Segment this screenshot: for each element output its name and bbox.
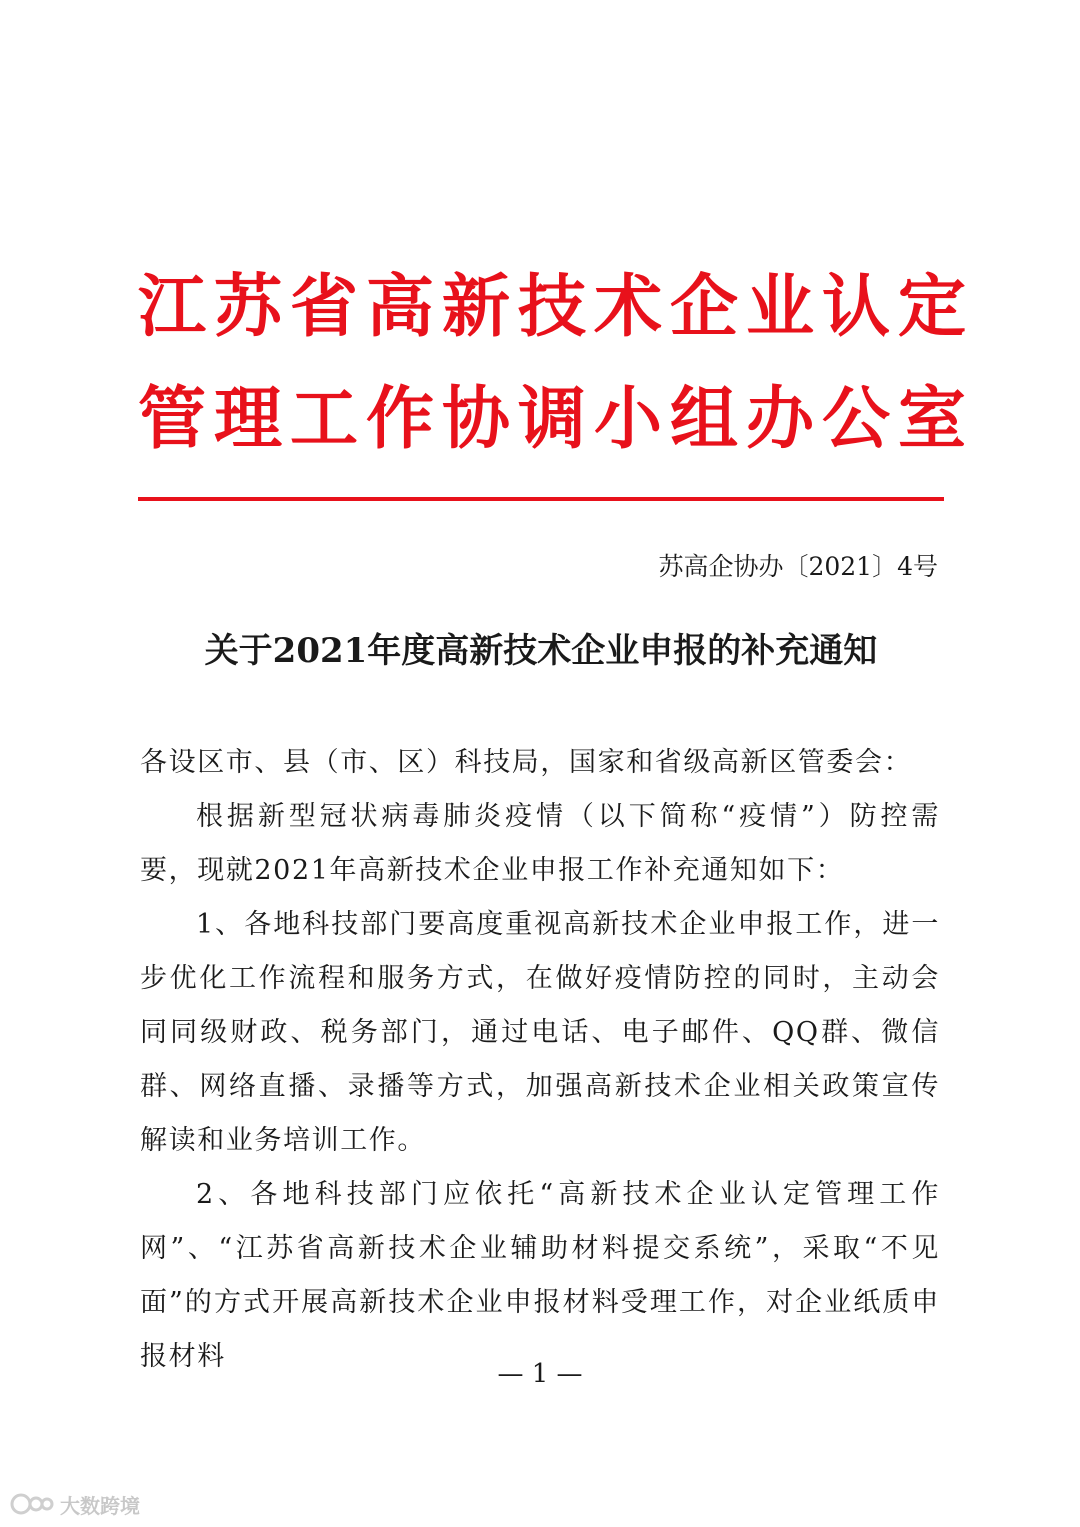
watermark-text: 大数跨境 [60, 1493, 140, 1518]
paragraph-item-1: 1、各地科技部门要高度重视高新技术企业申报工作，进一步优化工作流程和服务方式，在做好疫情防控的同时，主动会同同级财政、税务部门，通过电话、电子邮件、QQ群、微信群、网络直播、录播等方式，加强高新技术企业相关政策宣传解读和业务培训工作。 [140, 909, 940, 1156]
document-number: 苏高企协办〔2021〕4号 [658, 552, 938, 581]
document-body [140, 736, 940, 1384]
paragraph-item-2: 2、各地科技部门应依托“高新技术企业认定管理工作网”、“江苏省高新技术企业辅助材料提交系统”，采取“不见面”的方式开展高新技术企业申报材料受理工作，对企业纸质申报材料 [140, 1179, 940, 1372]
red-divider [138, 497, 944, 501]
salutation: 各设区市、县（市、区）科技局，国家和省级高新区管委会： [140, 747, 913, 778]
document-title: 关于2021年度高新技术企业申报的补充通知 [204, 631, 878, 671]
page-number: — 1 — [497, 1359, 583, 1389]
watermark-logo-icon [10, 1492, 54, 1516]
issuer-header-line-2: 管理工作协调小组办公室 [138, 380, 975, 459]
issuer-header-line-1: 江苏省高新技术企业认定 [138, 268, 975, 347]
watermark [10, 1490, 140, 1518]
paragraph-intro: 根据新型冠状病毒肺炎疫情（以下简称“疫情”）防控需要，现就2021年高新技术企业申报工作补充通知如下： [140, 801, 940, 886]
